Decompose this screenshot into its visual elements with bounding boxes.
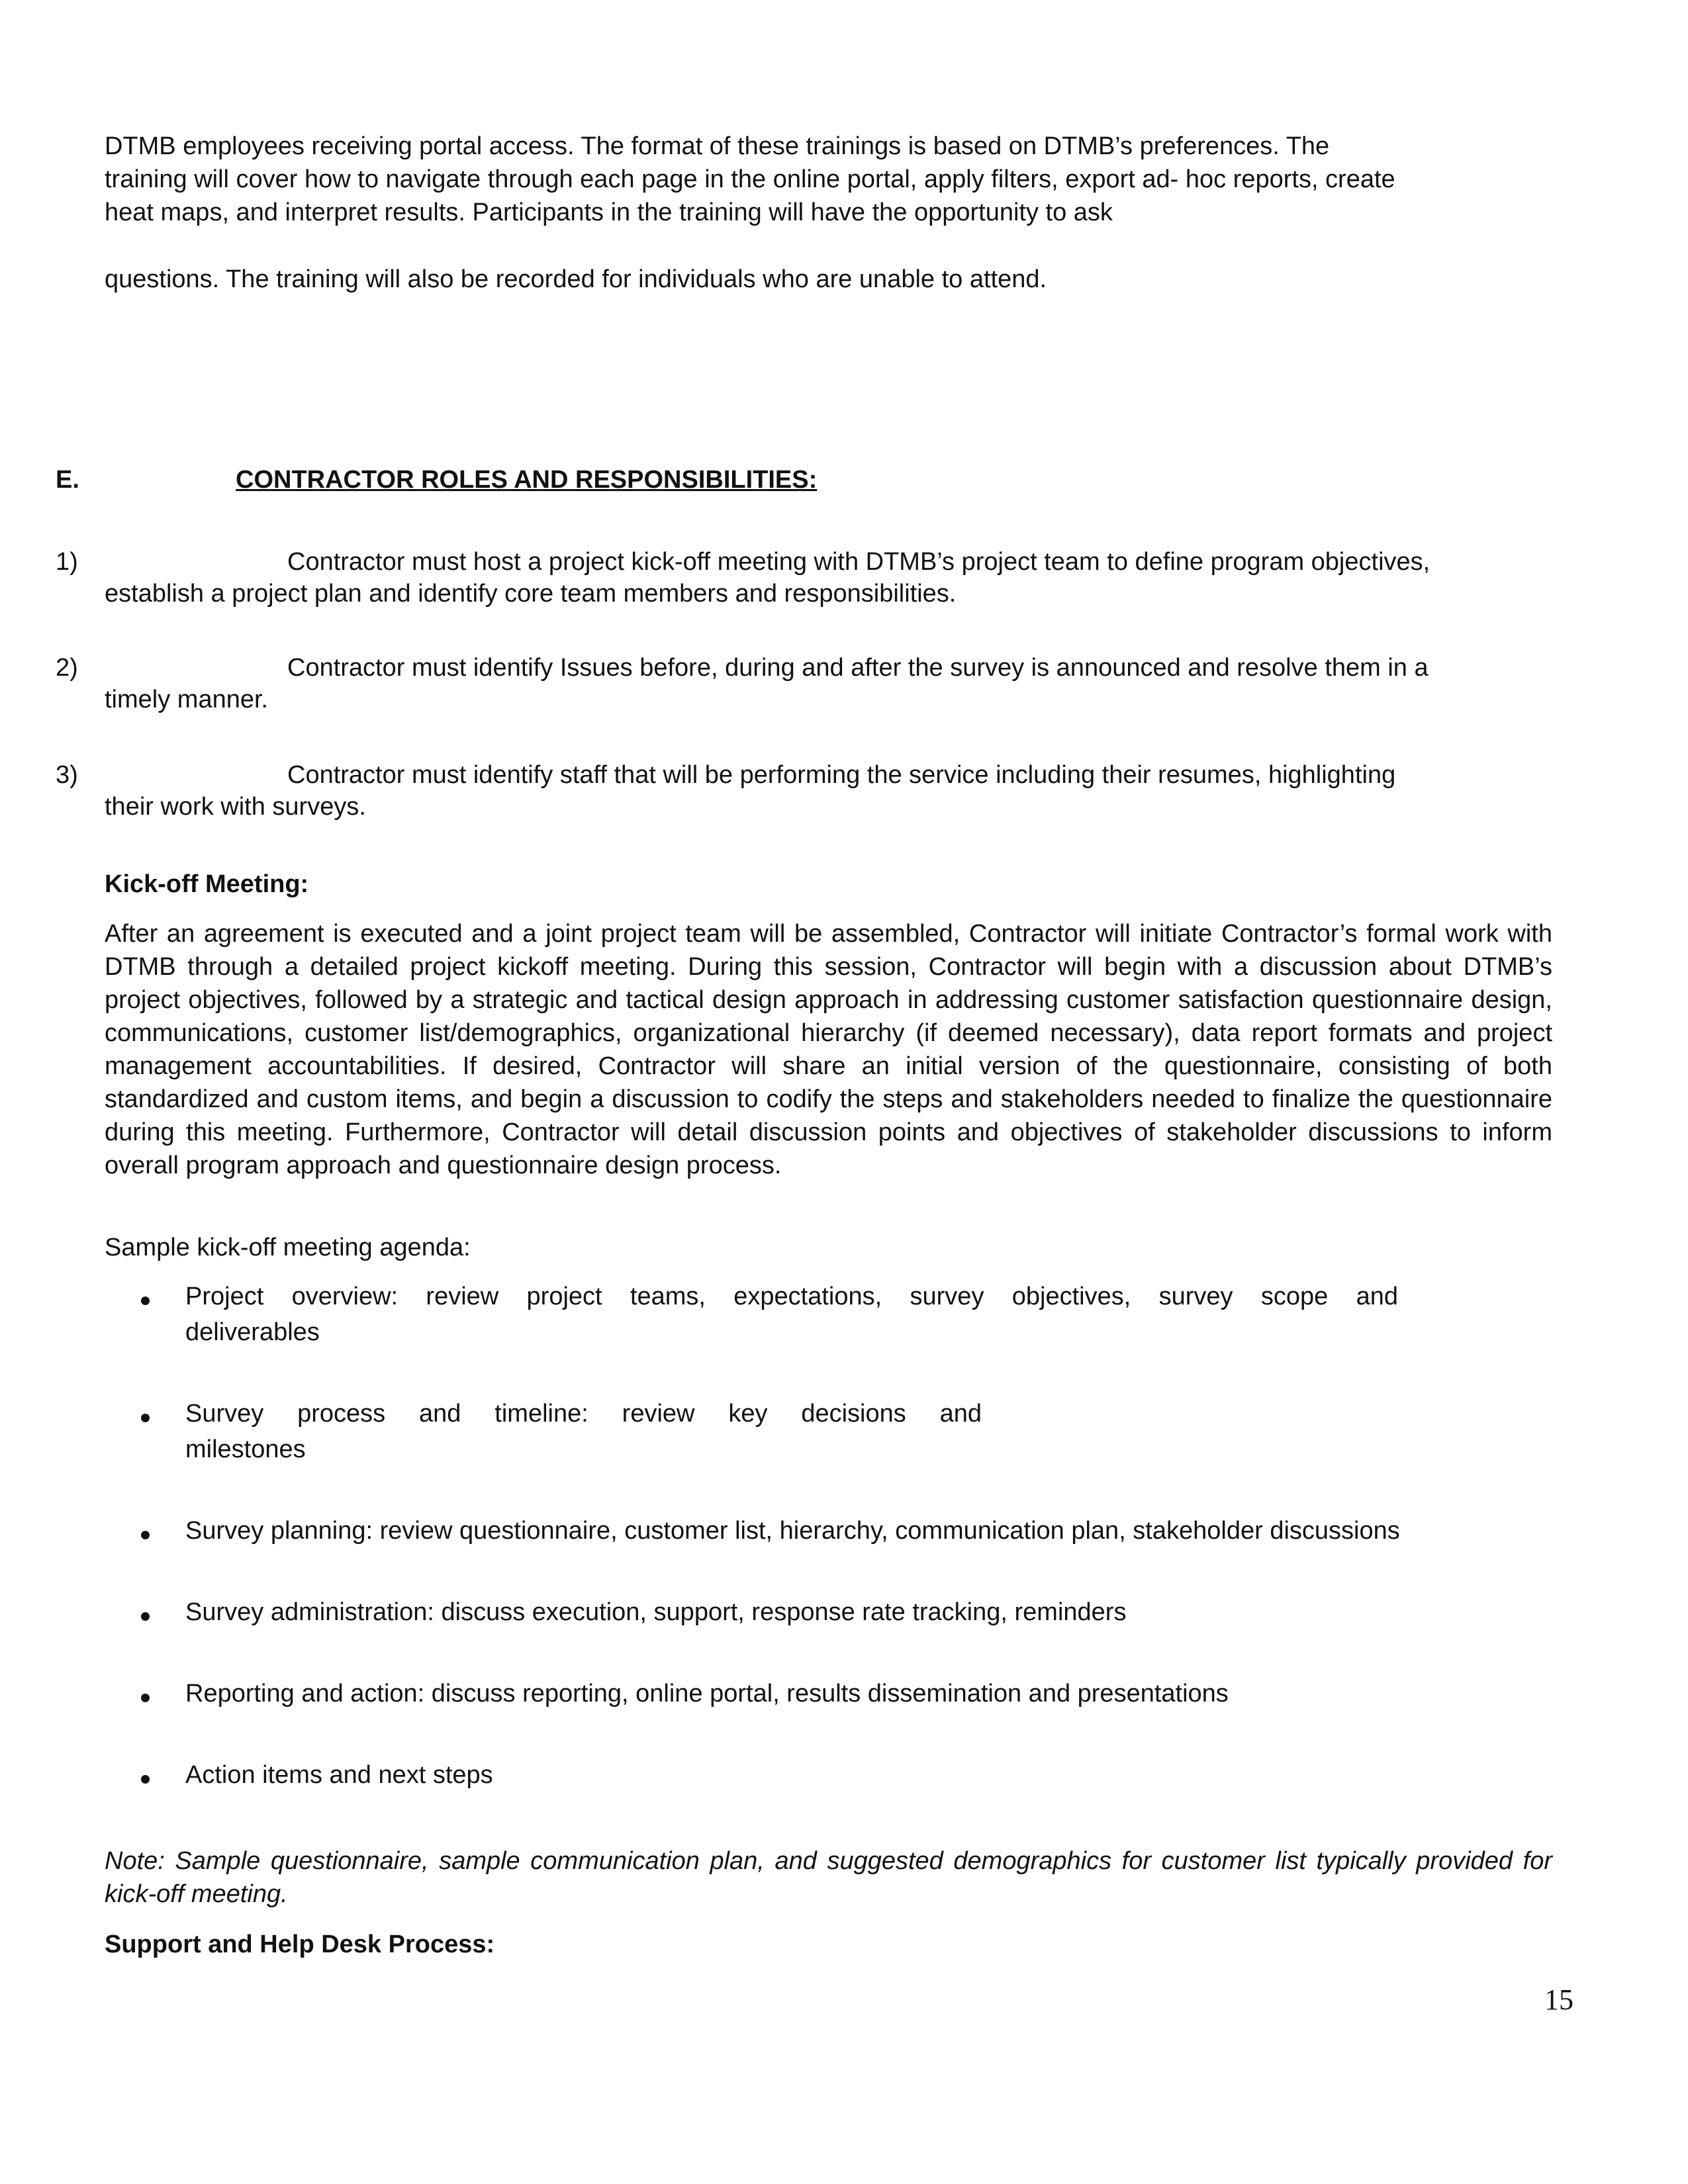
item-number: 1) xyxy=(56,548,78,576)
intro-line-3: heat maps, and interpret results. Participants in the training will have the opportunity to ask xyxy=(105,199,1113,226)
bullet-line-1: Survey process and timeline: review key decisions and xyxy=(185,1400,982,1428)
intro-line-4: questions. The training will also be recorded for individuals who are unable to attend. xyxy=(105,265,1047,293)
kickoff-note: Note: Sample questionnaire, sample communication plan, and suggested demographics for customer list typically provided for kick-off meeting. xyxy=(105,1847,1552,1908)
page-number: 15 xyxy=(1544,1983,1573,2016)
bullet-line-1: Action items and next steps xyxy=(185,1761,493,1789)
bullet-dot xyxy=(141,1297,150,1305)
item-rest-line: timely manner. xyxy=(105,686,269,713)
item-first-line: Contractor must host a project kick-off meeting with DTMB’s project team to define program objectives, xyxy=(287,548,1430,576)
intro-line-1: DTMB employees receiving portal access. The format of these trainings is based on DTMB’s preferences. The xyxy=(105,132,1330,160)
item-number: 3) xyxy=(56,761,78,789)
bullet-dot xyxy=(141,1694,150,1702)
bullet-dot xyxy=(141,1775,150,1784)
section-letter: E. xyxy=(56,466,79,494)
bullet-dot xyxy=(141,1612,150,1621)
bullet-line-1: Survey planning: review questionnaire, customer list, hierarchy, communication plan, stakeholder discussions xyxy=(185,1517,1400,1545)
bullet-dot xyxy=(141,1414,150,1422)
kickoff-paragraph: After an agreement is executed and a joint project team will be assembled, Contractor will initiate Contractor’s formal work with DTMB through a detailed project kickoff meeting. During this session, Contractor will begin with a discussion about DTMB’s project objectives, followed by a strategic and tactical design approach in addressing customer satisfaction questionnaire design, communications, customer list/demographics, organizational hierarchy (if deemed necessary), data report formats and project management accountabilities. If desired, Contractor will share an initial version of the questionnaire, consisting of both standardized and custom items, and begin a discussion to codify the steps and stakeholders needed to finalize the questionnaire during this meeting. Furthermore, Contractor will detail discussion points and objectives of stakeholder discussions to inform overall program approach and questionnaire design process. xyxy=(105,920,1552,1179)
bullet-line-1: Reporting and action: discuss reporting, online portal, results dissemination and presentations xyxy=(185,1680,1229,1707)
item-rest-line: their work with surveys. xyxy=(105,793,366,821)
intro-line-2: training will cover how to navigate through each page in the online portal, apply filters, export ad- hoc reports, create xyxy=(105,165,1395,193)
support-heading: Support and Help Desk Process: xyxy=(105,1931,495,1958)
section-heading: CONTRACTOR ROLES AND RESPONSIBILITIES: xyxy=(236,466,818,494)
kickoff-heading: Kick-off Meeting: xyxy=(105,870,309,898)
item-first-line: Contractor must identify Issues before, during and after the survey is announced and resolve them in a xyxy=(287,654,1429,682)
item-rest-line: establish a project plan and identify core team members and responsibilities. xyxy=(105,580,957,608)
bullet-dot xyxy=(141,1531,150,1539)
bullet-line-2: milestones xyxy=(185,1435,306,1463)
item-number: 2) xyxy=(56,654,78,682)
agenda-intro: Sample kick-off meeting agenda: xyxy=(105,1234,471,1261)
bullet-line-1: Survey administration: discuss execution, support, response rate tracking, reminders xyxy=(185,1598,1127,1626)
bullet-line-2: deliverables xyxy=(185,1318,320,1346)
intro-paragraph xyxy=(105,130,1561,229)
item-first-line: Contractor must identify staff that will be performing the service including their resumes, highlighting xyxy=(287,761,1396,789)
bullet-line-1: Project overview: review project teams, expectations, survey objectives, survey scope and xyxy=(185,1283,1398,1310)
